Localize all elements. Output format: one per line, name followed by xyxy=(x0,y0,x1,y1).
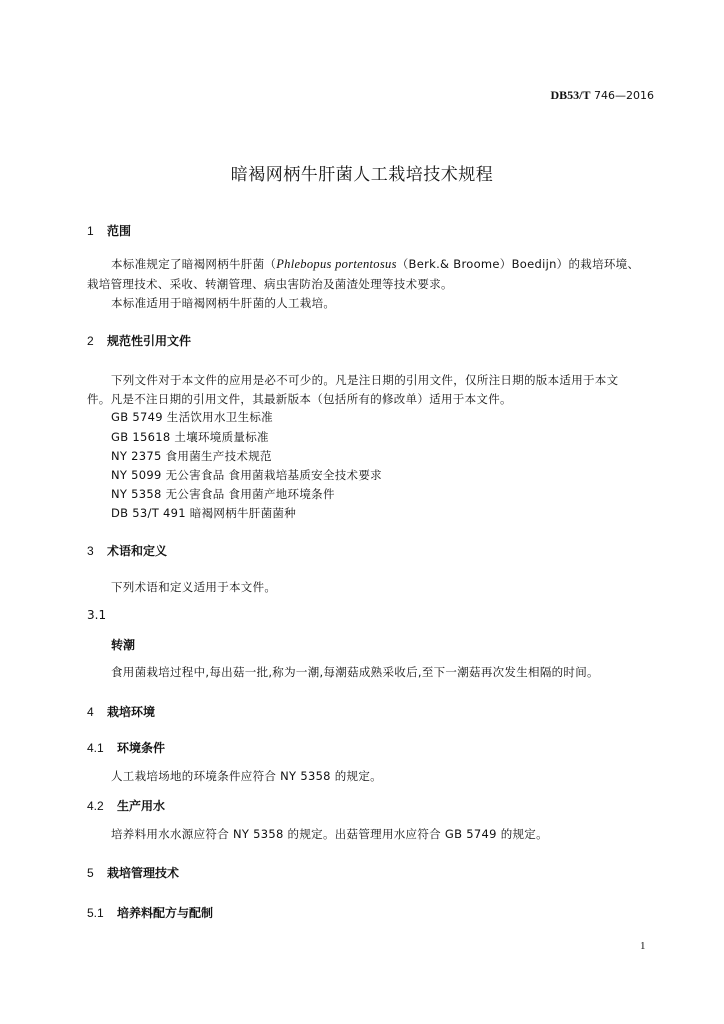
document-title: 暗褐网柄牛肝菌人工栽培技术规程 xyxy=(230,165,494,185)
section-2-paragraph-1: 下列文件对于本文件的应用是必不可少的。凡是注日期的引用文件，仅所注日期的版本适用于本文 xyxy=(111,373,619,387)
subsection-4-2-heading xyxy=(87,797,165,814)
latin-name: Phlebopus portentosus xyxy=(276,257,397,271)
section-title: 规范性引用文件 xyxy=(107,334,192,348)
subsection-4-1-text: 人工栽培场地的环境条件应符合 NY 5358 的规定。 xyxy=(111,769,382,783)
subsection-4-1-heading xyxy=(87,739,165,756)
section-4-heading xyxy=(87,703,155,720)
reference-item: NY 5099 无公害食品 食用菌栽培基质安全技术要求 xyxy=(111,468,382,482)
section-1-paragraph-2: 本标准适用于暗褐网柄牛肝菌的人工栽培。 xyxy=(111,296,336,310)
subsection-4-2-text: 培养料用水水源应符合 NY 5358 的规定。出菇管理用水应符合 GB 5749 的规定。 xyxy=(111,827,548,841)
section-title: 栽培环境 xyxy=(107,705,156,719)
section-title: 范围 xyxy=(107,224,132,238)
term-title: 转潮 xyxy=(111,638,136,652)
section-number: 1 xyxy=(87,224,94,238)
section-1-paragraph-1-cont: 栽培管理技术、采收、转潮管理、病虫害防治及菌渣处理等技术要求。 xyxy=(87,277,453,291)
standard-prefix: DB53/T xyxy=(550,88,591,102)
section-5-heading xyxy=(87,864,179,881)
subsection-title: 生产用水 xyxy=(117,799,166,813)
term-definition: 食用菌栽培过程中,每出菇一批,称为一潮,每潮菇成熟采收后,至下一潮菇再次发生相隔的时间。 xyxy=(111,665,599,679)
section-title: 术语和定义 xyxy=(107,544,168,558)
subsection-number: 4.1 xyxy=(87,741,104,755)
subsection-3-1-number xyxy=(87,608,106,622)
reference-item: NY 5358 无公害食品 食用菌产地环境条件 xyxy=(111,487,335,501)
section-title: 栽培管理技术 xyxy=(107,866,180,880)
text-run: 本标准规定了暗褐网柄牛肝菌（ xyxy=(111,257,277,271)
reference-item: NY 2375 食用菌生产技术规范 xyxy=(111,449,272,463)
subsection-5-1-heading xyxy=(87,904,213,921)
reference-item: GB 5749 生活饮用水卫生标准 xyxy=(111,410,273,424)
standard-number: 746—2016 xyxy=(594,89,654,102)
text-run: （Berk.& Broome）Boedijn）的栽培环境、 xyxy=(396,257,640,271)
section-number: 2 xyxy=(87,334,94,348)
section-2-paragraph-1-cont: 件。凡是不注日期的引用文件，其最新版本（包括所有的修改单）适用于本文件。 xyxy=(87,392,512,406)
subsection-title: 培养料配方与配制 xyxy=(117,906,214,920)
subsection-number: 4.2 xyxy=(87,799,104,813)
standard-code xyxy=(550,88,654,103)
subsection-title: 环境条件 xyxy=(117,741,166,755)
section-3-heading xyxy=(87,542,167,559)
section-1-paragraph-1 xyxy=(111,254,639,274)
reference-item: GB 15618 土壤环境质量标准 xyxy=(111,430,269,444)
section-number: 3 xyxy=(87,544,94,558)
section-1-heading xyxy=(87,222,131,239)
page-number: 1 xyxy=(640,940,646,952)
section-3-paragraph-1: 下列术语和定义适用于本文件。 xyxy=(111,580,277,594)
subsection-number: 3.1 xyxy=(87,608,107,622)
reference-item: DB 53/T 491 暗褐网柄牛肝菌菌种 xyxy=(111,506,296,520)
section-number: 5 xyxy=(87,866,94,880)
subsection-number: 5.1 xyxy=(87,906,104,920)
section-number: 4 xyxy=(87,705,94,719)
section-2-heading xyxy=(87,332,191,349)
